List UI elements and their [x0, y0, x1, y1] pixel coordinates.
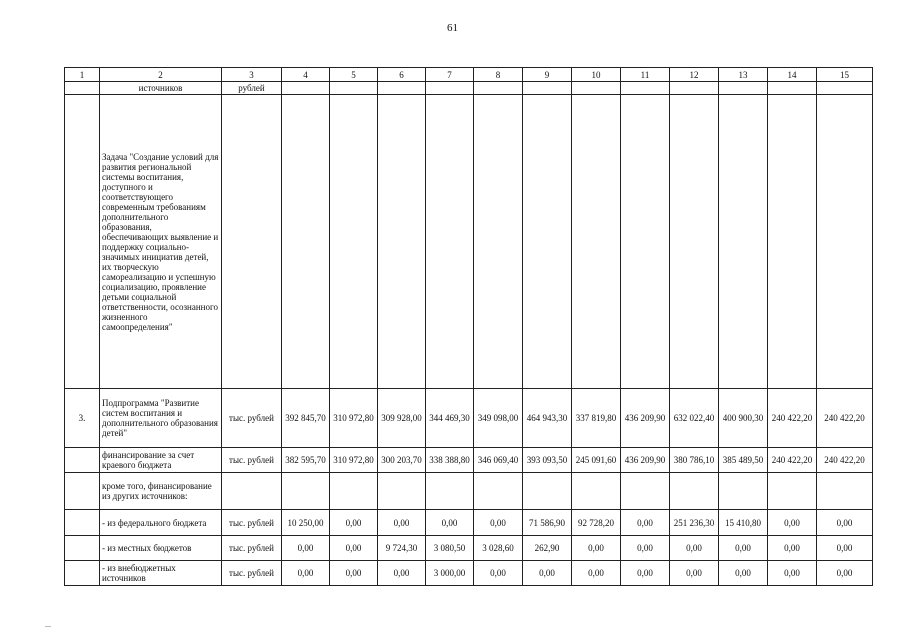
column-header: 11 [621, 68, 670, 82]
column-header: 12 [670, 68, 719, 82]
value-cell: 0,00 [621, 536, 670, 561]
value-cell: 251 236,30 [670, 510, 719, 536]
value-cell: 0,00 [817, 510, 873, 536]
value-cell [719, 95, 768, 389]
value-cell: 337 819,80 [572, 389, 621, 448]
value-cell [523, 95, 572, 389]
row-number-cell: 3. [65, 389, 100, 448]
value-cell: 382 595,70 [282, 448, 330, 473]
value-cell [474, 82, 523, 95]
unit-cell [222, 95, 282, 389]
value-cell [474, 95, 523, 389]
value-cell [572, 473, 621, 510]
value-cell [768, 95, 817, 389]
row-number-cell [65, 95, 100, 389]
value-cell: 310 972,80 [330, 448, 378, 473]
unit-cell: тыс. рублей [222, 448, 282, 473]
value-cell [426, 473, 474, 510]
row-number-cell [65, 82, 100, 95]
column-header: 9 [523, 68, 572, 82]
value-cell: 0,00 [621, 561, 670, 586]
column-header: 2 [100, 68, 222, 82]
value-cell [474, 473, 523, 510]
value-cell [768, 82, 817, 95]
row-label-cell: - из внебюджетных источников [100, 561, 222, 586]
value-cell: 0,00 [719, 561, 768, 586]
value-cell: 0,00 [621, 510, 670, 536]
value-cell [817, 82, 873, 95]
value-cell: 0,00 [719, 536, 768, 561]
value-cell: 0,00 [378, 510, 426, 536]
value-cell [768, 473, 817, 510]
table-row [65, 448, 873, 473]
value-cell: 240 422,20 [817, 389, 873, 448]
row-number-cell [65, 561, 100, 586]
row-label-cell: финансирование за счет краевого бюджета [100, 448, 222, 473]
value-cell [523, 82, 572, 95]
value-cell: 0,00 [670, 536, 719, 561]
unit-cell [222, 473, 282, 510]
table-row [65, 82, 873, 95]
row-number-cell [65, 536, 100, 561]
value-cell: 0,00 [768, 561, 817, 586]
column-header: 4 [282, 68, 330, 82]
value-cell: 0,00 [330, 561, 378, 586]
table-row [65, 95, 873, 389]
value-cell: 0,00 [768, 510, 817, 536]
value-cell [426, 82, 474, 95]
value-cell: 0,00 [330, 510, 378, 536]
page-number: 61 [447, 22, 458, 34]
column-header: 14 [768, 68, 817, 82]
table-row [65, 473, 873, 510]
value-cell: 464 943,30 [523, 389, 572, 448]
column-header: 6 [378, 68, 426, 82]
value-cell [670, 82, 719, 95]
margin-mark [45, 626, 51, 627]
table-row [65, 561, 873, 586]
table-row [65, 510, 873, 536]
value-cell [719, 473, 768, 510]
value-cell: 240 422,20 [768, 448, 817, 473]
value-cell: 309 928,00 [378, 389, 426, 448]
value-cell: 393 093,50 [523, 448, 572, 473]
value-cell: 9 724,30 [378, 536, 426, 561]
value-cell: 15 410,80 [719, 510, 768, 536]
value-cell [817, 473, 873, 510]
value-cell: 310 972,80 [330, 389, 378, 448]
unit-cell: рублей [222, 82, 282, 95]
row-label-cell: источников [100, 82, 222, 95]
value-cell: 0,00 [330, 536, 378, 561]
value-cell: 0,00 [474, 510, 523, 536]
column-header: 10 [572, 68, 621, 82]
value-cell [330, 82, 378, 95]
value-cell: 349 098,00 [474, 389, 523, 448]
column-header: 1 [65, 68, 100, 82]
value-cell: 0,00 [378, 561, 426, 586]
value-cell [282, 473, 330, 510]
value-cell [621, 473, 670, 510]
row-label-cell: Подпрограмма "Развитие систем воспитания и дополнительного образования детей" [100, 389, 222, 448]
value-cell [670, 95, 719, 389]
value-cell: 0,00 [426, 510, 474, 536]
value-cell: 344 469,30 [426, 389, 474, 448]
value-cell: 392 845,70 [282, 389, 330, 448]
value-cell: 385 489,50 [719, 448, 768, 473]
row-number-cell [65, 473, 100, 510]
value-cell: 3 028,60 [474, 536, 523, 561]
budget-table [64, 67, 873, 586]
value-cell: 3 000,00 [426, 561, 474, 586]
value-cell [330, 95, 378, 389]
value-cell: 0,00 [523, 561, 572, 586]
value-cell [523, 473, 572, 510]
value-cell: 10 250,00 [282, 510, 330, 536]
value-cell: 240 422,20 [817, 448, 873, 473]
row-number-cell [65, 510, 100, 536]
value-cell [621, 82, 670, 95]
value-cell [282, 95, 330, 389]
value-cell [426, 95, 474, 389]
value-cell [378, 473, 426, 510]
row-label-cell: Задача "Создание условий для развития региональной системы воспитания, доступного и соответствующего современным требованиям дополнительного образования, обеспечивающих выявление и поддержку социально-значимых инициатив детей, их творческую самореализацию и успешную социализацию, проявление детьми социальной ответственности, осознанного жизненного самоопределения" [100, 95, 222, 389]
value-cell: 380 786,10 [670, 448, 719, 473]
value-cell [378, 95, 426, 389]
value-cell: 0,00 [670, 561, 719, 586]
value-cell: 71 586,90 [523, 510, 572, 536]
value-cell: 240 422,20 [768, 389, 817, 448]
value-cell: 0,00 [768, 536, 817, 561]
value-cell [378, 82, 426, 95]
unit-cell: тыс. рублей [222, 389, 282, 448]
value-cell [572, 82, 621, 95]
value-cell [817, 95, 873, 389]
unit-cell: тыс. рублей [222, 510, 282, 536]
value-cell: 3 080,50 [426, 536, 474, 561]
value-cell [572, 95, 621, 389]
value-cell [330, 473, 378, 510]
value-cell [719, 82, 768, 95]
value-cell: 632 022,40 [670, 389, 719, 448]
value-cell: 338 388,80 [426, 448, 474, 473]
value-cell: 346 069,40 [474, 448, 523, 473]
value-cell: 400 900,30 [719, 389, 768, 448]
value-cell: 436 209,90 [621, 389, 670, 448]
value-cell: 245 091,60 [572, 448, 621, 473]
column-header: 15 [817, 68, 873, 82]
row-label-cell: - из федерального бюджета [100, 510, 222, 536]
value-cell: 0,00 [282, 561, 330, 586]
unit-cell: тыс. рублей [222, 561, 282, 586]
column-header: 5 [330, 68, 378, 82]
value-cell: 0,00 [817, 561, 873, 586]
value-cell: 0,00 [817, 536, 873, 561]
value-cell: 92 728,20 [572, 510, 621, 536]
table-row [65, 389, 873, 448]
value-cell: 0,00 [474, 561, 523, 586]
value-cell: 436 209,90 [621, 448, 670, 473]
value-cell: 262,90 [523, 536, 572, 561]
value-cell: 0,00 [572, 561, 621, 586]
column-header: 7 [426, 68, 474, 82]
row-label-cell: кроме того, финансирование из других источников: [100, 473, 222, 510]
unit-cell: тыс. рублей [222, 536, 282, 561]
value-cell [621, 95, 670, 389]
column-header: 3 [222, 68, 282, 82]
table-header-row [65, 68, 873, 82]
value-cell: 0,00 [282, 536, 330, 561]
table-row [65, 536, 873, 561]
column-header: 8 [474, 68, 523, 82]
value-cell: 300 203,70 [378, 448, 426, 473]
value-cell [282, 82, 330, 95]
row-number-cell [65, 448, 100, 473]
value-cell [670, 473, 719, 510]
row-label-cell: - из местных бюджетов [100, 536, 222, 561]
column-header: 13 [719, 68, 768, 82]
value-cell: 0,00 [572, 536, 621, 561]
